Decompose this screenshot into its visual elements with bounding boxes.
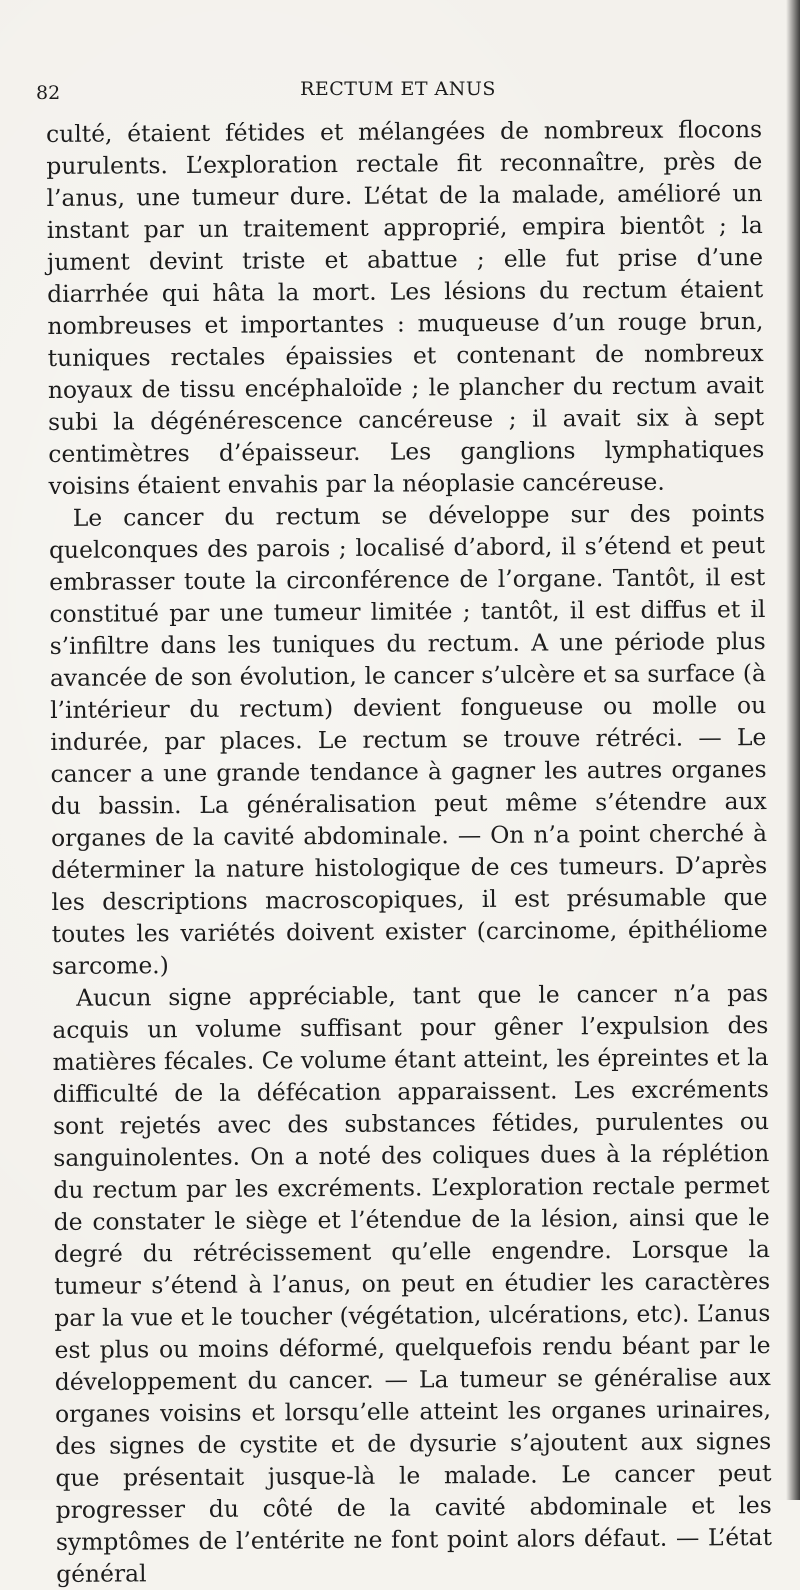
body-text <box>46 113 772 1590</box>
paragraph-continued: culté, étaient fétides et mélangées de nombreux flocons purulents. L’exploration rectale fit reconnaître, près de l’anus, une tumeur dure. L’état de la malade, amélioré un instant par un traitement approprié, empira bientôt ; la jument devint triste et abattue ; elle fut prise d’une diarrhée qui hâta la mort. Les lésions du rectum étaient nombreuses et importantes : muqueuse d’un rouge brun, tuniques rectales épaissies et contenant de nombreux noyaux de tissu encéphaloïde ; le plancher du rectum avait subi la dégénérescence cancéreuse ; il avait six à sept centimètres d’épaisseur. Les ganglions lymphatiques voisins étaient envahis par la néoplasie cancéreuse. <box>46 115 765 500</box>
paragraph-cancer-development: Le cancer du rectum se développe sur des points quelconques des parois ; localisé d’abord, il s’étend et peut embrasser toute la circonférence de l’organe. Tantôt, il est constitué par une tumeur limitée ; tantôt, il est diffus et il s’infiltre dans les tuniques du rectum. A une période plus avancée de son évolution, le cancer s’ulcère et sa surface (à l’intérieur du rectum) devient fongueuse ou molle ou indurée, par places. Le rectum se trouve rétréci. — Le cancer a une grande tendance à gagner les autres organes du bassin. La généralisation peut même s’étendre aux organes de la cavité abdominale. — On n’a point cherché à déterminer la nature histologique de ces tumeurs. D’après les descriptions macroscopiques, il est présumable que toutes les variétés doivent exister (carcinome, épithéliome sarcome.) <box>48 498 768 980</box>
page-edge-shadow <box>786 0 800 1500</box>
running-title: RECTUM ET ANUS <box>300 78 496 100</box>
page-number: 82 <box>36 82 61 104</box>
page-header <box>36 78 760 108</box>
paragraph-symptoms: Aucun signe appréciable, tant que le cancer n’a pas acquis un volume suffisant pour gêner l’expulsion des matières fécales. Ce volume étant atteint, les épreintes et la difficulté de la défécation apparaissent. Les excréments sont rejetés avec des substances fétides, purulentes ou sanguinolentes. On a noté des coliques dues à la réplétion du rectum par les excréments. L’exploration rectale permet de constater le siège et l’étendue de la lésion, ainsi que le degré du rétrécissement qu’elle engendre. Lorsque la tumeur s’étend à l’anus, on peut en étudier les caractères par la vue et le toucher (végétation, ulcérations, etc). L’anus est plus ou moins déformé, quelquefois rendu béant par le développement du cancer. — La tumeur se généralise aux organes voisins et lorsqu’elle atteint les organes urinaires, des signes de cystite et de dysurie s’ajoutent aux signes que présentait jusque-là le malade. Le cancer peut progresser du côté de la cavité abdominale et les symptômes de l’entérite ne font point alors défaut. — L’état général <box>52 978 773 1588</box>
